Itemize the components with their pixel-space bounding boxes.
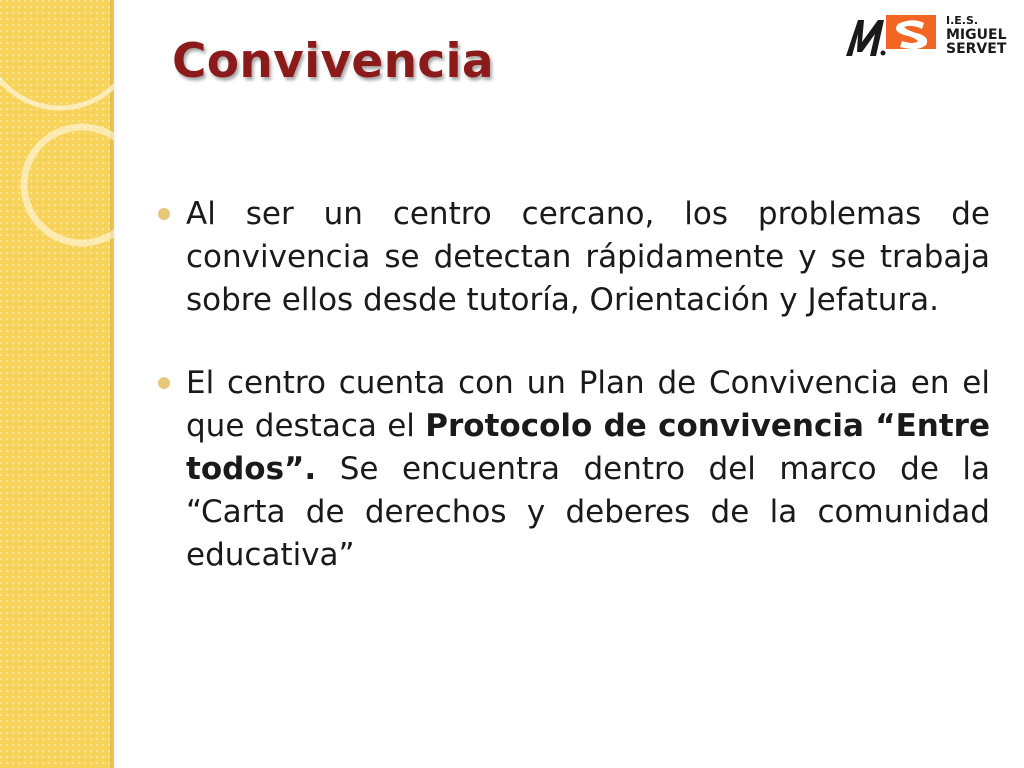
bullet-list xyxy=(158,193,990,617)
logo-text xyxy=(946,14,1006,56)
bullet-item-2 xyxy=(158,362,990,577)
ms-monogram-logo xyxy=(842,12,942,60)
bullet-2-text-end: Se encuentra dentro del marco de la “Carta de derechos y deberes de la comunidad educativa” xyxy=(186,451,990,573)
decorative-rings xyxy=(0,0,114,300)
logo-line-3: SERVET xyxy=(946,41,1007,57)
bullet-1-text: Al ser un centro cercano, los problemas de convivencia se detectan rápidamente y se trabaja sobre ellos desde tutoría, Orientación y Jefatura. xyxy=(186,196,990,318)
bullet-2-bold-text: Protocolo de convivencia “Entre todos”. xyxy=(186,408,990,487)
slide-title: Convivencia xyxy=(172,34,494,89)
bullet-2-text-start: El centro cuenta con un Plan de Convivencia en el que destaca el xyxy=(186,365,990,444)
school-logo xyxy=(842,12,1012,60)
logo-line-1: I.E.S. xyxy=(946,14,979,27)
logo-line-2: MIGUEL xyxy=(946,27,1007,43)
bullet-item-1 xyxy=(158,193,990,322)
bullet-dot-icon xyxy=(158,208,170,220)
bullet-dot-icon xyxy=(158,377,170,389)
